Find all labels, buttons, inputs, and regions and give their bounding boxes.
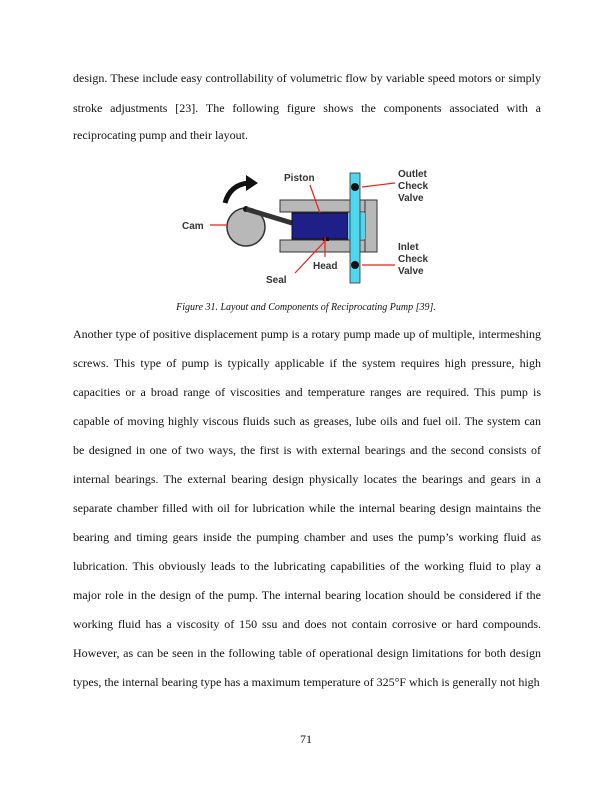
figure-caption: Figure 31. Layout and Components of Reciprocating Pump [39]. [176, 302, 436, 313]
paragraph2-line-8: bearing and timing gears inside the pumping chamber and uses the pump’s working fluid as [73, 530, 541, 544]
pump-diagram [180, 165, 440, 290]
paragraph2-line-13: types, the internal bearing type has a maximum temperature of 325°F which is generally not high [73, 675, 540, 689]
rotation-arrow-icon [225, 183, 248, 203]
cam-label: Cam [182, 221, 204, 232]
paragraph1-line-3: reciprocating pump and their layout. [73, 128, 248, 142]
outlet-label-line-3: Valve [398, 193, 424, 204]
paragraph2-line-12: However, as can be seen in the following table of operational design limitations for both design [73, 646, 541, 660]
paragraph2-line-6: internal bearings. The external bearing design physically locates the bearings and gears in a [73, 472, 541, 486]
paragraph2-line-7: separate chamber filled with oil for lubrication while the internal bearing design maintains the [73, 501, 541, 515]
inlet-label-line-1: Inlet [398, 242, 419, 253]
reciprocating-pump-figure [180, 165, 440, 290]
paragraph2-line-3: capacities or a broad range of viscosities and temperature ranges are required. This pump is [73, 385, 541, 399]
paragraph2-line-2: screws. This type of pump is typically applicable if the system requires high pressure, high [73, 356, 541, 370]
outlet-check-valve-ball [351, 183, 359, 191]
cylinder-bottom-wall [280, 240, 377, 252]
paragraph2-line-5: be designed in one of two ways, the first is with external bearings and the second consists of [73, 443, 541, 457]
paragraph2-line-11: working fluid has a viscosity of 150 ssu and does not contain corrosive or hard compounds. [73, 617, 541, 631]
paragraph2-line-1: Another type of positive displacement pump is a rotary pump made up of multiple, intermeshing [73, 327, 541, 341]
rotation-arrowhead-icon [246, 175, 258, 191]
inlet-label-line-3: Valve [398, 266, 424, 277]
pump-head [365, 200, 377, 252]
outlet-label-line-1: Outlet [398, 169, 427, 180]
piston [292, 213, 348, 239]
cylinder-top-wall [280, 200, 377, 212]
paragraph2-line-4: capable of moving highly viscous fluids such as greases, lube oils and fuel oil. The system can [73, 414, 541, 428]
paragraph2-line-9: lubrication. This obviously leads to the lubricating capabilities of the working fluid to play a [73, 559, 541, 573]
inlet-check-valve-ball [351, 261, 359, 269]
outlet-leader [362, 183, 395, 187]
page-number: 71 [300, 732, 312, 746]
outlet-label-line-2: Check [398, 181, 429, 192]
paragraph2-line-10: major role in the design of the pump. The internal bearing location should be considered if the [73, 588, 541, 602]
head-label: Head [313, 261, 338, 272]
inlet-label-line-2: Check [398, 254, 429, 265]
piston-label: Piston [284, 173, 315, 184]
paragraph1-line-1: design. These include easy controllability of volumetric flow by variable speed motors or simply [73, 71, 541, 85]
seal-label: Seal [266, 275, 287, 286]
paragraph1-line-2: stroke adjustments [23]. The following figure shows the components associated with a [73, 101, 541, 115]
